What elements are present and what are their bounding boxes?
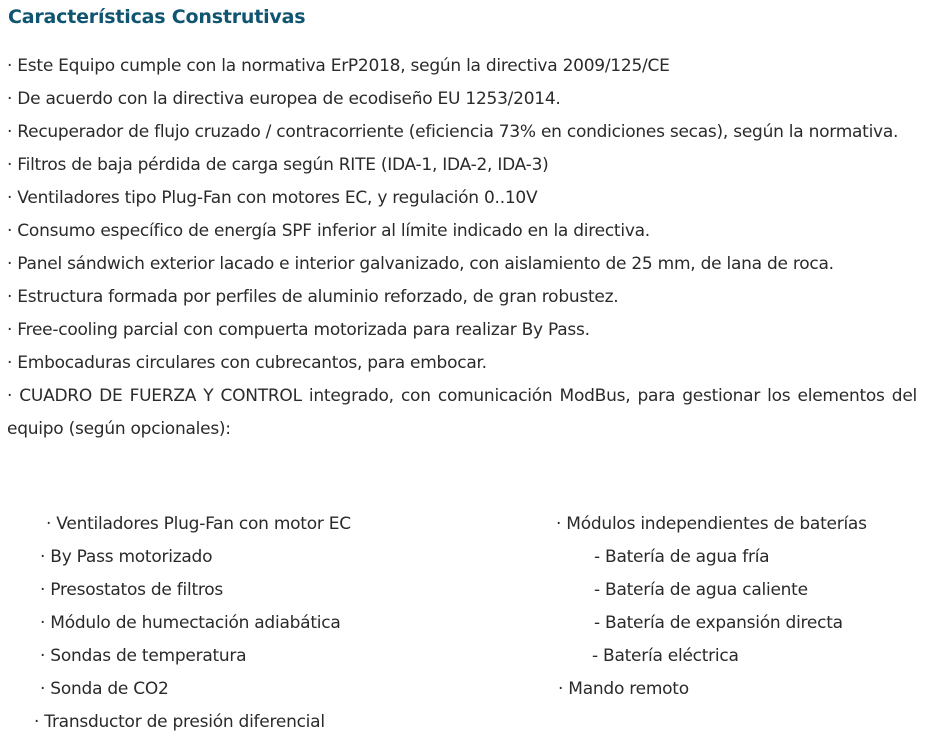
option-item: · Transductor de presión diferencial (34, 712, 325, 732)
feature-item: · Filtros de baja pérdida de carga según RITE (IDA-1, IDA-2, IDA-3) (7, 155, 549, 175)
feature-item: · Embocaduras circulares con cubrecantos, para embocar. (7, 353, 487, 373)
feature-item: · Este Equipo cumple con la normativa ErP2018, según la directiva 2009/125/CE (7, 56, 670, 76)
option-subitem: - Batería de agua fría (594, 547, 770, 567)
feature-item: · Panel sándwich exterior lacado e interior galvanizado, con aislamiento de 25 mm, de lana de roca. (7, 254, 834, 274)
feature-item-control-panel: · CUADRO DE FUERZA Y CONTROL integrado, con comunicación ModBus, para gestionar los elementos del equipo (según opcionales): (7, 386, 917, 439)
option-subitem: - Batería de expansión directa (594, 613, 843, 633)
option-subitem: - Batería de agua caliente (594, 580, 808, 600)
feature-item: · Ventiladores tipo Plug-Fan con motores EC, y regulación 0..10V (7, 188, 538, 208)
option-item: · Ventiladores Plug-Fan con motor EC (46, 514, 351, 534)
feature-item: · Free-cooling parcial con compuerta motorizada para realizar By Pass. (7, 320, 590, 340)
section-title: Características Construtivas (8, 6, 306, 28)
option-item: · By Pass motorizado (40, 547, 213, 567)
option-item: · Mando remoto (558, 679, 689, 699)
option-item: · Sondas de temperatura (40, 646, 247, 666)
feature-item: · Estructura formada por perfiles de aluminio reforzado, de gran robustez. (7, 287, 619, 307)
feature-item: · De acuerdo con la directiva europea de ecodiseño EU 1253/2014. (7, 89, 561, 109)
option-item: · Módulo de humectación adiabática (40, 613, 341, 633)
features-list (7, 50, 917, 446)
option-item: · Sonda de CO2 (40, 679, 169, 699)
option-subitem: - Batería eléctrica (592, 646, 739, 666)
option-item: · Módulos independientes de baterías (556, 514, 867, 534)
feature-item: · Consumo específico de energía SPF inferior al límite indicado en la directiva. (7, 221, 650, 241)
options-list-right (556, 508, 867, 706)
options-list-left (34, 508, 351, 739)
feature-item: · Recuperador de flujo cruzado / contracorriente (eficiencia 73% en condiciones secas), según la normativa. (7, 122, 899, 142)
option-item: · Presostatos de filtros (40, 580, 223, 600)
